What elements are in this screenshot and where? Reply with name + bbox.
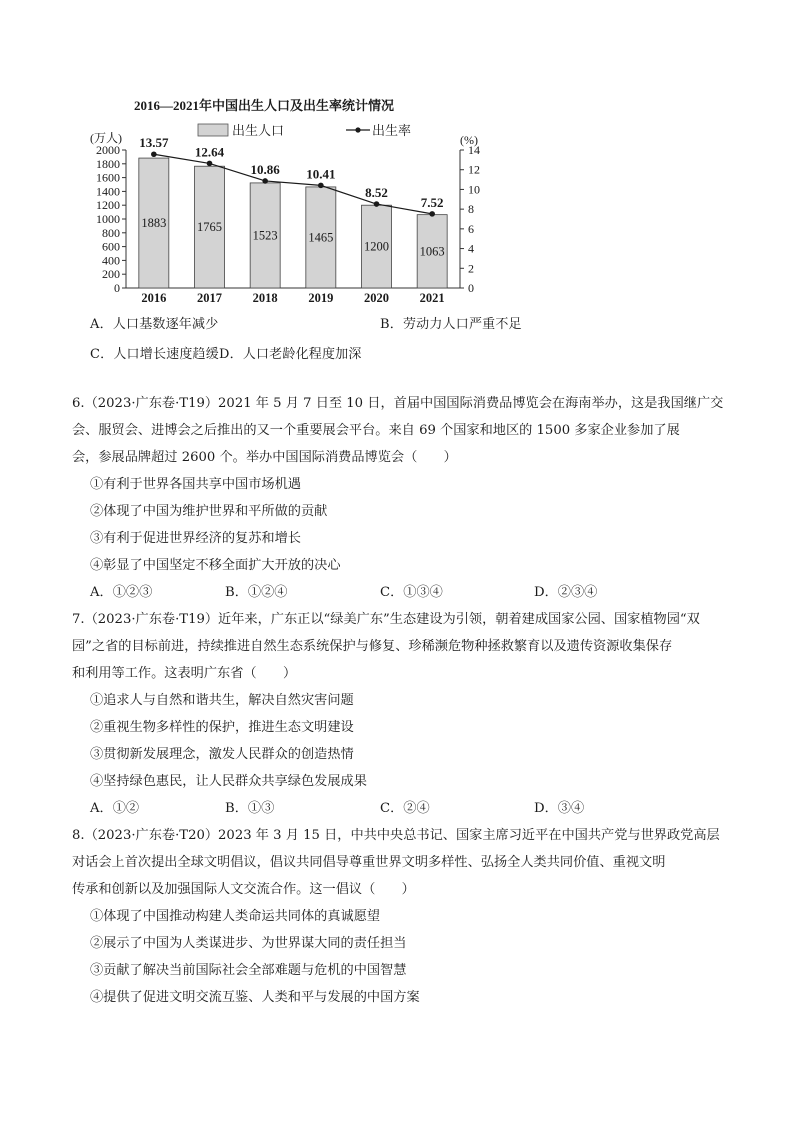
question-8-item-3: ③贡献了解决当前国际社会全部难题与危机的中国智慧 [90, 963, 407, 978]
birth-rate-point-2017 [207, 161, 213, 167]
right-axis-tick-label: 10 [468, 182, 480, 197]
question-7-choices [72, 795, 740, 822]
birth-rate-label-2016: 13.57 [139, 135, 169, 151]
legend-bar-label: 出生人口 [232, 123, 285, 138]
birth-population-chart [84, 92, 504, 304]
question-7-choice-a[interactable]: A．①② [90, 801, 140, 816]
legend-bar-swatch [198, 124, 228, 136]
question-6-choice-b[interactable]: B．①②④ [225, 585, 288, 600]
question-7-item-1: ①追求人与自然和谐共生，解决自然灾害问题 [90, 693, 354, 708]
question-7-choice-d[interactable]: D．③④ [534, 801, 585, 816]
question-8-line-2: 对话会上首次提出全球文明倡议，倡议共同倡导尊重世界文明多样性、弘扬全人类共同价值、重视文明 [72, 855, 666, 870]
x-tick-label-2018: 2018 [252, 291, 278, 304]
right-axis-tick-label: 2 [468, 261, 474, 276]
birth-rate-point-2018 [262, 178, 268, 184]
question-6-choices [72, 579, 740, 606]
question-7-line-1: 7.（2023·广东卷·T19）近年来，广东正以“绿美广东”生态建设为引领，朝着建成国家公园、国家植物园“双 [72, 612, 700, 627]
left-axis-tick-label: 2000 [96, 143, 120, 157]
bar-label-2020: 1200 [364, 239, 389, 254]
question-6-stem [72, 390, 740, 471]
question-8-item-4: ④提供了促进文明交流互鉴、人类和平与发展的中国方案 [90, 990, 420, 1005]
bar-label-2017: 1765 [197, 220, 222, 235]
x-tick-label-2017: 2017 [197, 291, 222, 304]
legend-line-marker [355, 127, 360, 132]
question-7-item-3: ③贯彻新发展理念，激发人民群众的创造热情 [90, 747, 354, 762]
right-axis-tick-label: 0 [468, 281, 474, 295]
right-axis-unit: (%) [460, 133, 478, 147]
birth-rate-label-2019: 10.41 [306, 166, 336, 182]
bar-label-2018: 1523 [252, 228, 278, 243]
birth-rate-label-2017: 12.64 [194, 144, 225, 160]
birth-rate-label-2021: 7.52 [420, 194, 444, 210]
question-6-item-1: ①有利于世界各国共享中国市场机遇 [90, 477, 301, 492]
right-axis-tick-label: 6 [468, 221, 474, 236]
q5-option-cd[interactable]: C．人口增长速度趋缓D．人口老龄化程度加深 [90, 347, 362, 362]
right-axis-tick-label: 8 [468, 202, 474, 217]
bar-label-2021: 1063 [419, 244, 445, 259]
left-axis-tick-label: 1600 [96, 170, 120, 185]
birth-rate-point-2016 [151, 151, 157, 157]
left-axis-tick-label: 1000 [96, 212, 120, 226]
right-axis-tick-label: 4 [468, 241, 474, 256]
question-6-choice-d[interactable]: D．②③④ [534, 585, 598, 600]
question-8-line-1: 8.（2023·广东卷·T20）2023 年 3 月 15 日，中共中央总书记、国家主席习近平在中国共产党与世界政党高层 [72, 828, 720, 843]
left-axis-tick-label: 600 [102, 239, 120, 254]
question-6-item-4: ④彰显了中国坚定不移全面扩大开放的决心 [90, 558, 341, 573]
chart-title: 2016—2021年中国出生人口及出生率统计情况 [133, 98, 395, 113]
question-6-line-2: 会、服贸会、进博会之后推出的又一个重要展会平台。来自 69 个国家和地区的 1500 多家企业参加了展 [72, 423, 680, 438]
question-6-item-3: ③有利于促进世界经济的复苏和增长 [90, 531, 301, 546]
question-6-item-2: ②体现了中国为维护世界和平所做的贡献 [90, 504, 328, 519]
q5-option-a[interactable]: A．人口基数逐年减少 [90, 317, 219, 332]
left-axis-tick-label: 400 [102, 253, 120, 268]
question-7-choice-c[interactable]: C．②④ [380, 801, 430, 816]
left-axis-tick-label: 200 [102, 267, 120, 282]
left-axis-unit: (万人) [90, 131, 122, 145]
question-7-line-2: 园”之省的目标前进，持续推进自然生态系统保护与修复、珍稀濒危物种拯救繁育以及遗传资源收集保存 [72, 639, 673, 654]
bar-label-2016: 1883 [141, 216, 167, 231]
bar-label-2019: 1465 [308, 230, 334, 245]
left-axis-tick-label: 1800 [96, 156, 120, 171]
x-tick-label-2016: 2016 [141, 291, 167, 304]
legend-line-label: 出生率 [372, 123, 412, 138]
question-8-stem [72, 822, 740, 903]
question-6 [72, 390, 740, 606]
right-axis-tick-label: 12 [468, 162, 480, 177]
left-axis-tick-label: 1200 [96, 198, 120, 213]
question-7-stem [72, 606, 740, 687]
x-tick-label-2019: 2019 [308, 291, 334, 304]
left-axis-tick-label: 1400 [96, 184, 120, 199]
left-axis-tick-label: 0 [114, 281, 120, 295]
question-8-line-3: 传承和创新以及加强国际人文交流合作。这一倡议（ ） [72, 882, 415, 897]
question-8-item-2: ②展示了中国为人类谋进步、为世界谋大同的责任担当 [90, 936, 407, 951]
question-6-choice-c[interactable]: C．①③④ [380, 585, 443, 600]
q5-option-b[interactable]: B．劳动力人口严重不足 [380, 317, 522, 332]
question-6-line-1: 6.（2023·广东卷·T19）2021 年 5 月 7 日至 10 日，首届中国国际消费品博览会在海南举办，这是我国继广交 [72, 396, 724, 411]
x-tick-label-2021: 2021 [419, 291, 445, 304]
right-axis-tick-label: 14 [468, 143, 480, 157]
question-8 [72, 822, 740, 1011]
question-6-line-3: 会，参展品牌超过 2600 个。举办中国国际消费品博览会（ ） [72, 450, 457, 465]
question-7-line-3: 和利用等工作。这表明广东省（ ） [72, 666, 297, 681]
birth-rate-point-2019 [318, 183, 324, 189]
x-tick-label-2020: 2020 [364, 291, 389, 304]
q5-options [90, 313, 730, 373]
birth-rate-label-2018: 10.86 [250, 161, 280, 177]
birth-rate-point-2020 [374, 201, 380, 207]
question-7-choice-b[interactable]: B．①③ [225, 801, 275, 816]
question-7 [72, 606, 740, 822]
birth-rate-label-2020: 8.52 [365, 185, 388, 201]
question-7-item-4: ④坚持绿色惠民，让人民群众共享绿色发展成果 [90, 774, 367, 789]
question-7-item-2: ②重视生物多样性的保护，推进生态文明建设 [90, 720, 354, 735]
question-8-item-1: ①体现了中国推动构建人类命运共同体的真诚愿望 [90, 909, 381, 924]
birth-rate-point-2021 [429, 211, 435, 217]
question-6-choice-a[interactable]: A．①②③ [90, 585, 153, 600]
left-axis-tick-label: 800 [102, 225, 120, 240]
